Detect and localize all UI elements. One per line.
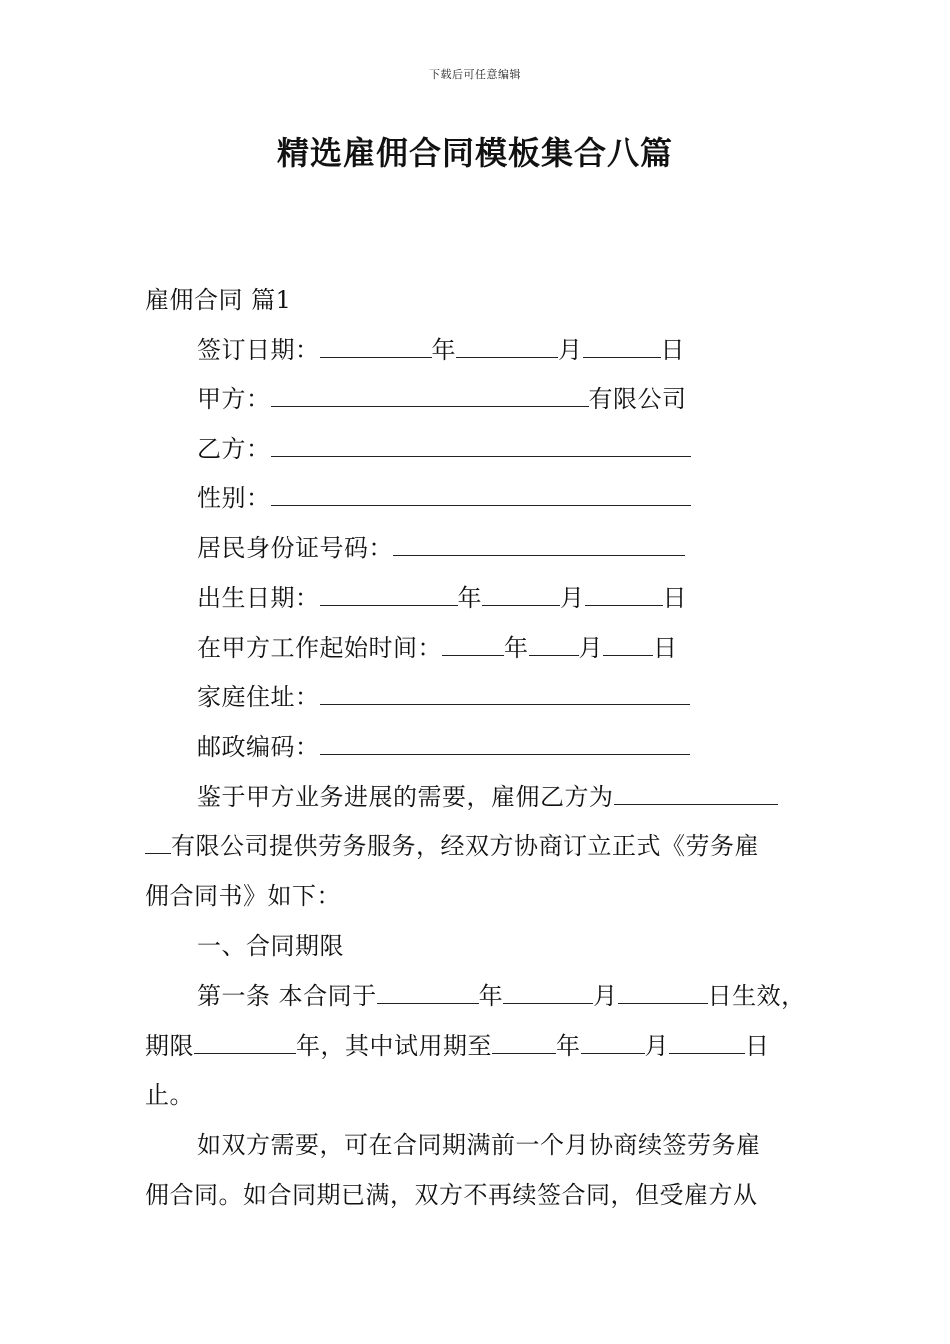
- gender-label: 性别：: [197, 484, 271, 512]
- address-blank: [320, 682, 690, 705]
- party-b-label: 乙方：: [197, 435, 271, 463]
- id-blank: [393, 533, 685, 556]
- article-1-line-3: 止。: [145, 1081, 194, 1109]
- clause-heading: 一、合同期限: [197, 932, 344, 960]
- start-label: 在甲方工作起始时间：: [197, 634, 442, 662]
- start-month-blank: [529, 633, 579, 656]
- company-blank-cont: [145, 831, 171, 854]
- month-label: 月: [593, 982, 618, 1010]
- month-label: 月: [560, 584, 585, 612]
- trial-day-blank: [669, 1031, 745, 1054]
- month-label: 月: [578, 634, 603, 662]
- paragraph-2-line-2: 佣合同。如合同期已满，双方不再续签合同，但受雇方从: [145, 1181, 758, 1209]
- article-1-lead: 第一条 本合同于: [197, 982, 377, 1010]
- party-a-blank: [271, 384, 589, 407]
- party-a-suffix: 有限公司: [588, 385, 687, 413]
- sign-year-blank: [320, 335, 432, 358]
- article-1-line-1: [197, 980, 806, 1012]
- effective-month-blank: [503, 981, 593, 1004]
- year-label: 年: [478, 982, 504, 1010]
- start-day-blank: [603, 633, 653, 656]
- paragraph-1-text-1: 鉴于甲方业务进展的需要，雇佣乙方为: [197, 783, 614, 811]
- article-1-tail: 日生效，: [707, 982, 806, 1010]
- sign-day-blank: [583, 335, 661, 358]
- party-b-blank: [271, 434, 691, 457]
- trial-month-blank: [581, 1031, 645, 1054]
- paragraph-1-line-1: [197, 781, 778, 813]
- article-1-period-label: 期限: [145, 1032, 194, 1060]
- postcode-label: 邮政编码：: [197, 733, 320, 761]
- year-label: 年: [556, 1032, 581, 1060]
- header-note: 下载后可任意编辑: [429, 68, 521, 81]
- period-years-blank: [194, 1031, 296, 1054]
- start-line: [197, 632, 678, 664]
- birth-line: [197, 582, 687, 614]
- document-title: 精选雇佣合同模板集合八篇: [276, 134, 673, 172]
- party-b-line: [197, 433, 691, 465]
- birth-day-blank: [585, 583, 663, 606]
- paragraph-1-line-3: 佣合同书》如下：: [145, 882, 341, 910]
- id-line: [197, 532, 685, 564]
- gender-blank: [271, 483, 691, 506]
- start-year-blank: [442, 633, 504, 656]
- day-label: 日: [653, 634, 678, 662]
- gender-line: [197, 482, 691, 514]
- id-label: 居民身份证号码：: [197, 534, 393, 562]
- birth-label: 出生日期：: [197, 584, 320, 612]
- article-1-line-2: [145, 1030, 770, 1062]
- address-label: 家庭住址：: [197, 683, 320, 711]
- sign-date-line: [197, 334, 685, 366]
- day-label: 日: [660, 336, 685, 364]
- year-label: 年: [431, 336, 456, 364]
- effective-year-blank: [377, 981, 479, 1004]
- party-a-line: [197, 383, 687, 415]
- sign-month-blank: [456, 335, 558, 358]
- paragraph-2-line-1: 如双方需要，可在合同期满前一个月协商续签劳务雇: [197, 1131, 761, 1159]
- year-label: 年: [504, 634, 529, 662]
- sign-date-label: 签订日期：: [197, 336, 320, 364]
- address-line: [197, 681, 690, 713]
- day-label: 日: [662, 584, 687, 612]
- month-label: 月: [558, 336, 583, 364]
- article-1-mid: 年，其中试用期至: [296, 1032, 492, 1060]
- birth-year-blank: [320, 583, 458, 606]
- year-label: 年: [457, 584, 482, 612]
- paragraph-1-text-2: 有限公司提供劳务服务，经双方协商订立正式《劳务雇: [171, 832, 759, 860]
- month-label: 月: [644, 1032, 669, 1060]
- company-blank: [614, 782, 778, 805]
- postcode-line: [197, 731, 690, 763]
- paragraph-1-line-2: [145, 830, 759, 862]
- effective-day-blank: [618, 981, 708, 1004]
- birth-month-blank: [482, 583, 560, 606]
- section-heading: 雇佣合同 篇1: [145, 286, 292, 314]
- party-a-label: 甲方：: [197, 385, 271, 413]
- trial-year-blank: [492, 1031, 556, 1054]
- postcode-blank: [320, 732, 690, 755]
- day-label: 日: [745, 1032, 770, 1060]
